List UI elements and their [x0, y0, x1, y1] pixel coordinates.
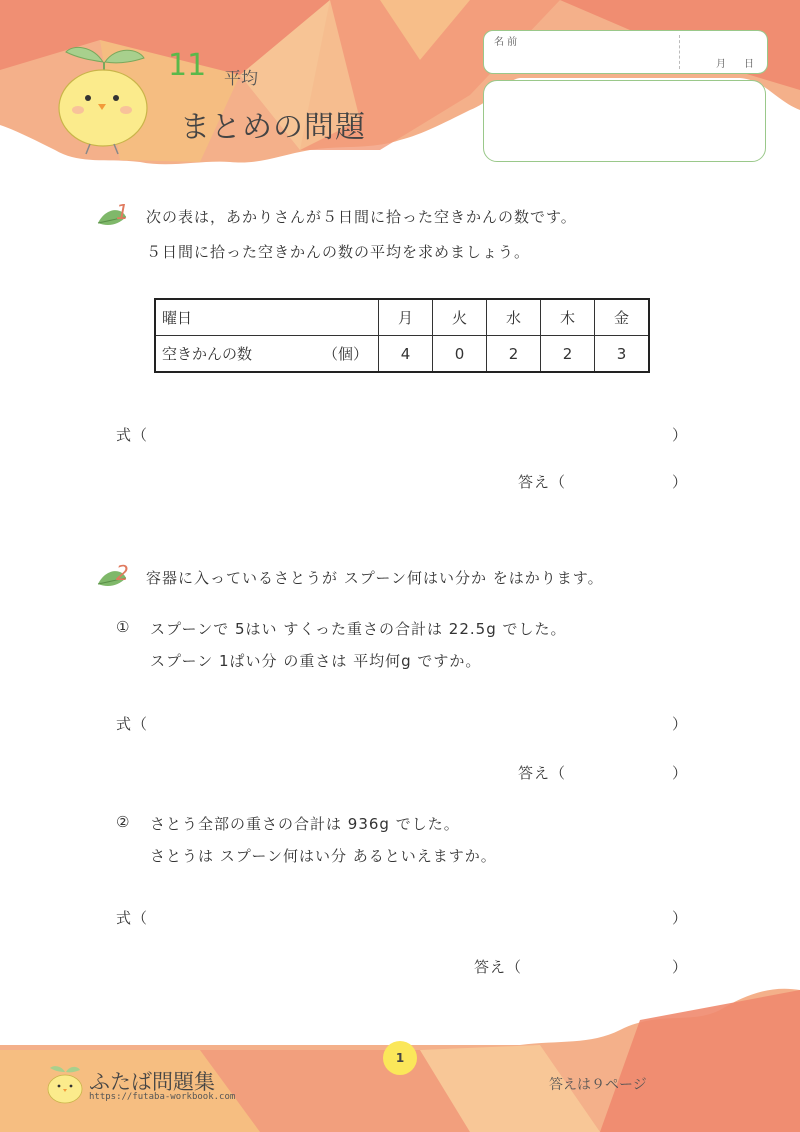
table-row-label-cell [155, 336, 379, 373]
problem-1-text-line2: ５日間に拾った空きかんの数の平均を求めましょう。 [146, 243, 531, 261]
name-divider [679, 35, 680, 69]
cans-table [154, 298, 650, 373]
table-day-cell: 木 [541, 299, 595, 336]
table-value-row [155, 336, 649, 373]
problem-1-answer-label: 答え（ [518, 473, 567, 491]
problem-1-formula-label: 式（ [116, 426, 149, 444]
day-label: 日 [744, 59, 754, 70]
table-value-cell: 0 [433, 336, 487, 373]
problem-1-answer-close: ） [672, 473, 689, 491]
problem-2-sub1-answer-input[interactable] [570, 758, 670, 784]
table-value-cell: 3 [595, 336, 650, 373]
problem-1-formula-input[interactable] [150, 420, 670, 446]
problem-2-sub2-answer-input[interactable] [526, 952, 670, 978]
problem-2-sub2-answer-label: 答え（ [474, 958, 523, 976]
table-row-label: 空きかんの数 [162, 345, 253, 363]
table-day-cell: 月 [379, 299, 433, 336]
table-day-cell: 火 [433, 299, 487, 336]
table-value-cell: 2 [487, 336, 541, 373]
problem-2-sub1-line2: スプーン 1ぱい分 の重さは 平均何g ですか。 [150, 652, 482, 670]
unit-name: 平均 [224, 69, 258, 89]
problem-2-sub1-formula-input[interactable] [150, 709, 670, 735]
table-day-cell: 水 [487, 299, 541, 336]
problem-1-number: 1 [116, 200, 129, 224]
problem-2-sub1-marker: ① [116, 618, 131, 636]
page-number-badge: 1 [383, 1041, 417, 1075]
problem-2-sub2-formula-close: ） [672, 909, 689, 927]
month-label: 月 [716, 59, 726, 70]
brand-url[interactable]: https://futaba-workbook.com [89, 1092, 236, 1102]
name-field[interactable] [483, 30, 768, 74]
answer-page-note: 答えは９ページ [549, 1077, 647, 1093]
problem-2-sub1-formula-close: ） [672, 715, 689, 733]
problem-2-sub1-line1: スプーンで 5はい すくった重さの合計は 22.5g でした。 [150, 620, 567, 638]
brand-name: ふたば問題集 [89, 1070, 215, 1094]
problem-2-sub1-formula-label: 式（ [116, 715, 149, 733]
table-row-unit: （個） [322, 345, 368, 363]
problem-1-answer-input[interactable] [570, 467, 670, 493]
unit-number: 11 [168, 48, 207, 83]
page-title: まとめの問題 [180, 110, 366, 145]
table-header-label: 曜日 [155, 299, 379, 336]
problem-2-sub1-answer-label: 答え（ [518, 764, 567, 782]
table-day-cell: 金 [595, 299, 650, 336]
problem-2-sub1-answer-close: ） [672, 764, 689, 782]
score-box[interactable] [483, 80, 766, 162]
problem-2-sub2-marker: ② [116, 813, 131, 831]
table-value-cell: 4 [379, 336, 433, 373]
problem-2-intro: 容器に入っているさとうが スプーン何はい分か をはかります。 [146, 569, 604, 587]
name-label: 名 前 [494, 37, 518, 48]
table-header-row [155, 299, 649, 336]
problem-1-formula-close: ） [672, 426, 689, 444]
problem-2-sub2-line1: さとう全部の重さの合計は 936g でした。 [150, 815, 460, 833]
problem-2-sub2-formula-input[interactable] [150, 903, 670, 929]
problem-1-text-line1: 次の表は，あかりさんが５日間に拾った空きかんの数です。 [146, 208, 577, 226]
table-value-cell: 2 [541, 336, 595, 373]
chick-mascot-icon [48, 36, 158, 156]
problem-2-sub2-line2: さとうは スプーン何はい分 あるといえますか。 [150, 847, 497, 865]
problem-2-number: 2 [116, 561, 129, 585]
problem-2-sub2-formula-label: 式（ [116, 909, 149, 927]
problem-2-sub2-answer-close: ） [672, 958, 689, 976]
footer-chick-logo-icon [44, 1062, 86, 1106]
